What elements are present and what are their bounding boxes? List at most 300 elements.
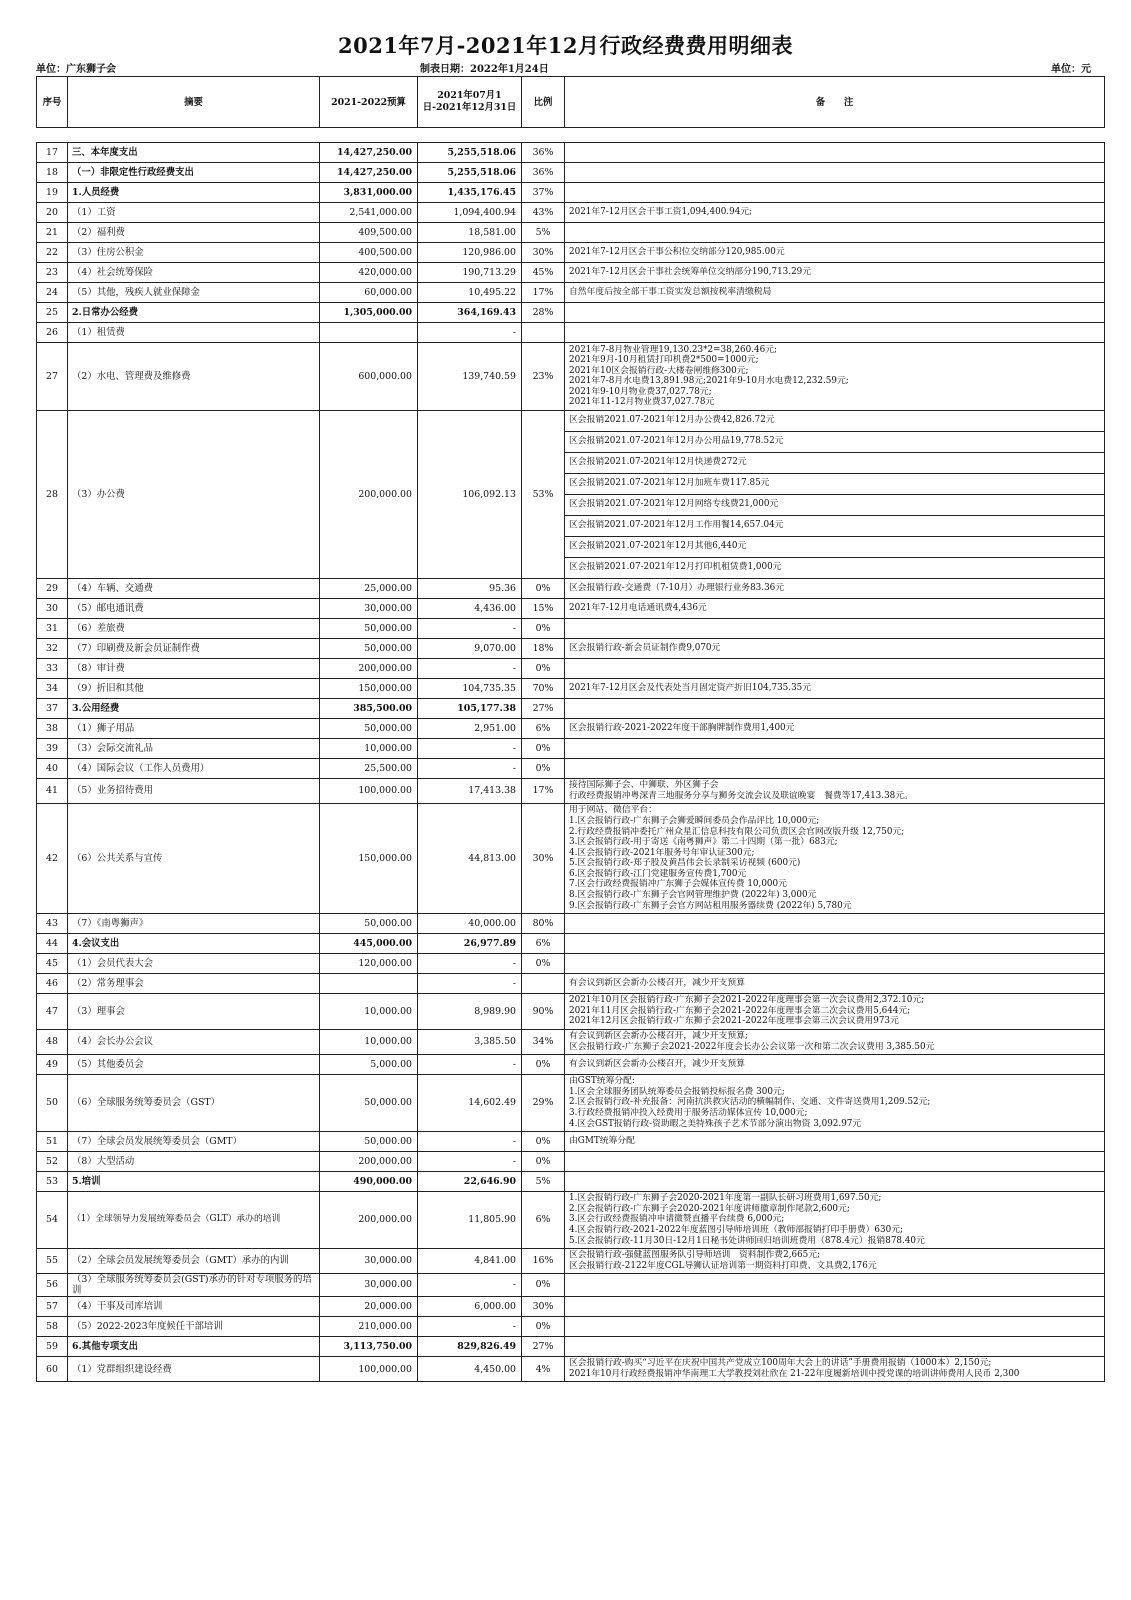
row-actual: 3,385.50 bbox=[418, 1029, 522, 1054]
row-seq: 22 bbox=[37, 243, 68, 263]
row-budget: 445,000.00 bbox=[320, 933, 418, 953]
remark-line: 5.区会报销行政-11月30日-12月1日秘书处讲师回归培训班费用（878.4元）报销878.40元 bbox=[569, 1235, 925, 1246]
table-row bbox=[37, 143, 1105, 163]
row-summary: （3）全球服务统筹委员会(GST)承办的针对专项服务的培训 bbox=[68, 1273, 320, 1296]
row-budget: 50,000.00 bbox=[320, 1131, 418, 1151]
table-row bbox=[37, 303, 1105, 323]
row-summary: （2）福利费 bbox=[68, 223, 320, 243]
row-ratio: 6% bbox=[522, 1191, 565, 1248]
document-title: 2021年7月-2021年12月行政经费费用明细表 bbox=[338, 33, 793, 58]
row-remark bbox=[565, 343, 1105, 411]
row-actual: 105,177.38 bbox=[418, 698, 522, 718]
row-remark bbox=[565, 618, 1105, 638]
row-actual: 44,813.00 bbox=[418, 803, 522, 913]
remark-line: 2021年7-12月电话通讯费4,436元 bbox=[569, 602, 707, 613]
row-remark bbox=[565, 1191, 1105, 1248]
row-seq: 47 bbox=[37, 993, 68, 1029]
row-ratio: 29% bbox=[522, 1074, 565, 1131]
row-budget: 60,000.00 bbox=[320, 283, 418, 303]
row-budget: 14,427,250.00 bbox=[320, 143, 418, 163]
table-row bbox=[37, 803, 1105, 913]
row-budget bbox=[320, 323, 418, 343]
row-actual: - bbox=[418, 1273, 522, 1296]
remark-line: 4.区会GST报销行政-资助暇之美特殊孩子艺术节部分演出物资 3,092.97元 bbox=[569, 1118, 862, 1129]
row-actual: 14,602.49 bbox=[418, 1074, 522, 1131]
row-summary: （6）差旅费 bbox=[68, 618, 320, 638]
row-remark bbox=[565, 1316, 1105, 1336]
remark-line: 2021年10月行政经费报销冲华南理工大学教授刘社欣在 21-22年度履新培训中授党课的培训讲师费用人民币 2,300 bbox=[569, 1369, 1020, 1380]
remark-line: 1.区会报销行政-广东狮子会2020-2021年度第一副队长研习班费用1,697.50元; bbox=[569, 1193, 882, 1204]
row-seq: 58 bbox=[37, 1316, 68, 1336]
row-seq: 20 bbox=[37, 203, 68, 223]
row-actual: 22,646.90 bbox=[418, 1171, 522, 1191]
row-seq: 33 bbox=[37, 658, 68, 678]
remark-line: 区会报销行政-2021-2022年度干部胸牌制作费用1,400元 bbox=[569, 722, 795, 733]
row-remark bbox=[565, 1151, 1105, 1171]
remark-line: 区会报销行政-2122年度CGL导狮认证培训第一期资料打印费、文具费2,176元 bbox=[569, 1260, 877, 1271]
row-seq: 46 bbox=[37, 973, 68, 993]
row-ratio: 0% bbox=[522, 953, 565, 973]
remark-line: 2021年12月区会报销行政-广东狮子会2021-2022年度理事会第三次会议费用973元 bbox=[569, 1016, 899, 1027]
row-seq: 49 bbox=[37, 1054, 68, 1074]
row-summary: （7）印刷费及新会员证制作费 bbox=[68, 638, 320, 658]
row-actual: 104,735.35 bbox=[418, 678, 522, 698]
row-actual: 10,495.22 bbox=[418, 283, 522, 303]
row-summary: （2）常务理事会 bbox=[68, 973, 320, 993]
row-seq: 26 bbox=[37, 323, 68, 343]
row-summary: （3）住房公积金 bbox=[68, 243, 320, 263]
row-actual: - bbox=[418, 1316, 522, 1336]
row-seq: 56 bbox=[37, 1273, 68, 1296]
row-summary: （1）租赁费 bbox=[68, 323, 320, 343]
row-budget: 25,500.00 bbox=[320, 758, 418, 778]
row-budget: 10,000.00 bbox=[320, 1029, 418, 1054]
row-remark bbox=[565, 263, 1105, 283]
row-remark bbox=[565, 243, 1105, 263]
remark-line: 3.区会行政经费报销冲申请微赞直播平台续费 6,000元; bbox=[569, 1214, 785, 1225]
table-row bbox=[37, 1356, 1105, 1381]
row-budget: 100,000.00 bbox=[320, 778, 418, 803]
row-summary: （1）党群组织建设经费 bbox=[68, 1356, 320, 1381]
row-seq: 28 bbox=[37, 410, 68, 578]
row-seq: 17 bbox=[37, 143, 68, 163]
row-budget: 409,500.00 bbox=[320, 223, 418, 243]
row-summary: （4）社会统筹保险 bbox=[68, 263, 320, 283]
remark-line: 区会报销行政-新会员证制作费9,070元 bbox=[569, 642, 721, 653]
row-summary: （6）全球服务统筹委员会（GST） bbox=[68, 1074, 320, 1131]
table-row bbox=[37, 1296, 1105, 1316]
table-row bbox=[37, 1248, 1105, 1273]
row-seq: 25 bbox=[37, 303, 68, 323]
table-row bbox=[37, 163, 1105, 183]
row-budget: 50,000.00 bbox=[320, 638, 418, 658]
row-actual: 18,581.00 bbox=[418, 223, 522, 243]
table-row bbox=[37, 1131, 1105, 1151]
row-remark bbox=[565, 1356, 1105, 1381]
row-budget: 3,831,000.00 bbox=[320, 183, 418, 203]
row-ratio: 0% bbox=[522, 738, 565, 758]
row-actual: 4,450.00 bbox=[418, 1356, 522, 1381]
row-seq: 39 bbox=[37, 738, 68, 758]
row-summary: （3）理事会 bbox=[68, 993, 320, 1029]
row-remark bbox=[565, 410, 1105, 578]
row-remark bbox=[565, 1296, 1105, 1316]
row-actual: 6,000.00 bbox=[418, 1296, 522, 1316]
row-actual: 1,435,176.45 bbox=[418, 183, 522, 203]
row-actual: 106,092.13 bbox=[418, 410, 522, 578]
row-actual: - bbox=[418, 1131, 522, 1151]
row-summary: 1.人员经费 bbox=[68, 183, 320, 203]
header-budget: 2021-2022预算 bbox=[320, 77, 418, 128]
row-actual: 95.36 bbox=[418, 578, 522, 598]
remark-line: 有会议到新区会新办公楼召开，减少开支预算; bbox=[569, 1031, 748, 1042]
row-actual: - bbox=[418, 1054, 522, 1074]
row-budget: 600,000.00 bbox=[320, 343, 418, 411]
remark-line: 接待国际狮子会、中狮联、外区狮子会 bbox=[569, 780, 719, 791]
row-ratio bbox=[522, 973, 565, 993]
row-budget: 100,000.00 bbox=[320, 1356, 418, 1381]
row-seq: 55 bbox=[37, 1248, 68, 1273]
header-actual: 2021年07月1日-2021年12月31日 bbox=[418, 77, 522, 128]
remark-line: 由GST统筹分配: bbox=[569, 1076, 635, 1087]
row-actual: 364,169.43 bbox=[418, 303, 522, 323]
row-summary: （2）水电、管理费及维修费 bbox=[68, 343, 320, 411]
row-budget: 25,000.00 bbox=[320, 578, 418, 598]
row-budget: 200,000.00 bbox=[320, 1151, 418, 1171]
row-actual: - bbox=[418, 738, 522, 758]
row-budget: 210,000.00 bbox=[320, 1316, 418, 1336]
table-row bbox=[37, 243, 1105, 263]
table-row bbox=[37, 1151, 1105, 1171]
row-summary: 3.公用经费 bbox=[68, 698, 320, 718]
row-budget: 150,000.00 bbox=[320, 803, 418, 913]
remark-line: 4.区会报销行政-2021-2022年度蓝图引导师培训班（教师部报销打印手册费）630元; bbox=[569, 1225, 903, 1236]
remark-line: 区会报销2021.07-2021年12月加班车费117.85元 bbox=[565, 474, 1104, 495]
remark-line: 7.区会行政经费报销冲广东狮子会媒体宣传费 10,000元 bbox=[569, 879, 787, 890]
row-budget: 2,541,000.00 bbox=[320, 203, 418, 223]
row-seq: 52 bbox=[37, 1151, 68, 1171]
remark-line: 区会报销2021.07-2021年12月打印机租赁费1,000元 bbox=[569, 562, 782, 573]
row-ratio: 70% bbox=[522, 678, 565, 698]
remark-line: 区会报销2021.07-2021年12月办公用品19,778.52元 bbox=[565, 432, 1104, 453]
row-budget: 5,000.00 bbox=[320, 1054, 418, 1074]
row-remark bbox=[565, 973, 1105, 993]
remark-line: 2.区会报销行政-补充报备：河南抗洪救灾活动的横幅制作、交通、文件寄送费用1,209.52元; bbox=[569, 1097, 931, 1108]
row-summary: （5）2022-2023年度候任干部培训 bbox=[68, 1316, 320, 1336]
row-remark bbox=[565, 303, 1105, 323]
row-seq: 48 bbox=[37, 1029, 68, 1054]
table-row bbox=[37, 183, 1105, 203]
row-actual: - bbox=[418, 323, 522, 343]
remark-line: 区会报销2021.07-2021年12月网络专线费21,000元 bbox=[565, 495, 1104, 516]
row-seq: 21 bbox=[37, 223, 68, 243]
row-summary: （3）办公费 bbox=[68, 410, 320, 578]
row-summary: （7）全球会员发展统筹委员会（GMT） bbox=[68, 1131, 320, 1151]
row-actual: - bbox=[418, 618, 522, 638]
table-row bbox=[37, 1316, 1105, 1336]
row-summary: （9）折旧和其他 bbox=[68, 678, 320, 698]
row-remark bbox=[565, 953, 1105, 973]
row-ratio: 0% bbox=[522, 618, 565, 638]
row-summary: （5）业务招待费用 bbox=[68, 778, 320, 803]
row-seq: 19 bbox=[37, 183, 68, 203]
row-remark bbox=[565, 323, 1105, 343]
row-seq: 31 bbox=[37, 618, 68, 638]
row-ratio: 0% bbox=[522, 658, 565, 678]
row-summary: （5）邮电通讯费 bbox=[68, 598, 320, 618]
row-ratio: 53% bbox=[522, 410, 565, 578]
row-budget: 10,000.00 bbox=[320, 993, 418, 1029]
row-ratio: 15% bbox=[522, 598, 565, 618]
row-remark bbox=[565, 803, 1105, 913]
row-ratio: 37% bbox=[522, 183, 565, 203]
row-seq: 37 bbox=[37, 698, 68, 718]
row-budget: 50,000.00 bbox=[320, 913, 418, 933]
table-row bbox=[37, 718, 1105, 738]
row-budget bbox=[320, 973, 418, 993]
row-seq: 18 bbox=[37, 163, 68, 183]
row-budget: 150,000.00 bbox=[320, 678, 418, 698]
remark-line: 2021年10月区会报销行政-广东狮子会2021-2022年度理事会第一次会议费用2,372.10元; bbox=[569, 995, 925, 1006]
row-budget: 200,000.00 bbox=[320, 658, 418, 678]
table-row bbox=[37, 343, 1105, 411]
row-ratio: 0% bbox=[522, 1054, 565, 1074]
row-ratio: 30% bbox=[522, 243, 565, 263]
table-row bbox=[37, 678, 1105, 698]
row-budget: 385,500.00 bbox=[320, 698, 418, 718]
row-actual: 139,740.59 bbox=[418, 343, 522, 411]
table-row bbox=[37, 953, 1105, 973]
row-remark bbox=[565, 698, 1105, 718]
remark-line: 4.区会报销行政-2021年服务号年审认证300元; bbox=[569, 847, 755, 858]
row-actual: 4,841.00 bbox=[418, 1248, 522, 1273]
row-remark bbox=[565, 578, 1105, 598]
row-summary: （1）全球领导力发展统筹委员会（GLT）承办的培训 bbox=[68, 1191, 320, 1248]
row-ratio: 0% bbox=[522, 1316, 565, 1336]
table-row bbox=[37, 1171, 1105, 1191]
row-remark bbox=[565, 638, 1105, 658]
row-seq: 41 bbox=[37, 778, 68, 803]
row-ratio: 18% bbox=[522, 638, 565, 658]
row-budget: 490,000.00 bbox=[320, 1171, 418, 1191]
table-row bbox=[37, 283, 1105, 303]
remark-line: 区会报销2021.07-2021年12月其他6,440元 bbox=[565, 537, 1104, 558]
row-ratio: 36% bbox=[522, 163, 565, 183]
row-budget: 200,000.00 bbox=[320, 1191, 418, 1248]
row-remark bbox=[565, 1074, 1105, 1131]
row-actual: - bbox=[418, 1151, 522, 1171]
row-summary: 4.会议支出 bbox=[68, 933, 320, 953]
table-row bbox=[37, 323, 1105, 343]
remark-line: 2021年11月区会报销行政-广东狮子会2021-2022年度理事会第二次会议费用5,644元; bbox=[569, 1005, 911, 1016]
row-summary: （4）会长办公会议 bbox=[68, 1029, 320, 1054]
row-remark bbox=[565, 933, 1105, 953]
expense-table bbox=[36, 76, 1105, 1382]
row-seq: 23 bbox=[37, 263, 68, 283]
row-ratio: 0% bbox=[522, 578, 565, 598]
row-budget: 20,000.00 bbox=[320, 1296, 418, 1316]
row-summary: （3）会际交流礼品 bbox=[68, 738, 320, 758]
row-budget: 30,000.00 bbox=[320, 1248, 418, 1273]
remark-line: 9.区会报销行政-广东狮子会官方网站租用服务器续费 (2022年) 5,780元 bbox=[569, 900, 852, 911]
row-seq: 54 bbox=[37, 1191, 68, 1248]
header-remark: 备 注 bbox=[565, 77, 1105, 128]
row-remark bbox=[565, 183, 1105, 203]
table-header-row bbox=[37, 77, 1105, 128]
table-row bbox=[37, 263, 1105, 283]
row-summary: 2.日常办公经费 bbox=[68, 303, 320, 323]
row-remark bbox=[565, 718, 1105, 738]
row-ratio: 0% bbox=[522, 1151, 565, 1171]
row-budget: 14,427,250.00 bbox=[320, 163, 418, 183]
row-remark bbox=[565, 223, 1105, 243]
remark-line: 区会报销行政-广东狮子会2021-2022年度会长办公会议第一次和第二次会议费用 3,385.50元 bbox=[569, 1041, 935, 1052]
row-actual: 9,070.00 bbox=[418, 638, 522, 658]
remark-line: 2021年11-12月物业费37,027.78元 bbox=[569, 397, 715, 408]
row-seq: 30 bbox=[37, 598, 68, 618]
remark-line: 由GMT统筹分配 bbox=[569, 1135, 635, 1146]
row-budget: 50,000.00 bbox=[320, 618, 418, 638]
row-ratio: 0% bbox=[522, 1131, 565, 1151]
row-remark bbox=[565, 758, 1105, 778]
remark-line: 区会报销行政-交通费（7-10月）办理银行业务83.36元 bbox=[569, 582, 785, 593]
row-budget: 120,000.00 bbox=[320, 953, 418, 973]
remark-line: 1.区会报销行政-广东狮子会狮爱瞬间委员会作品评比 10,000元; bbox=[569, 815, 820, 826]
row-summary: 三、本年度支出 bbox=[68, 143, 320, 163]
header-summary: 摘要 bbox=[68, 77, 320, 128]
table-row bbox=[37, 758, 1105, 778]
row-remark bbox=[565, 1054, 1105, 1074]
row-ratio bbox=[522, 323, 565, 343]
remark-line: 2021年7-8月物业管理19,130.23*2=38,260.46元; bbox=[569, 344, 778, 355]
row-seq: 60 bbox=[37, 1356, 68, 1381]
table-row bbox=[37, 913, 1105, 933]
row-ratio: 6% bbox=[522, 718, 565, 738]
row-budget: 30,000.00 bbox=[320, 598, 418, 618]
row-remark bbox=[565, 738, 1105, 758]
remark-line: 3.区会报销行政-用于寄送《南粤狮声》第二十四期（第一批）683元; bbox=[569, 837, 838, 848]
remark-line: 区会报销2021.07-2021年12月办公费42,826.72元 bbox=[565, 411, 1104, 432]
row-actual: 190,713.29 bbox=[418, 263, 522, 283]
header-ratio: 比例 bbox=[522, 77, 565, 128]
remark-line: 自然年度后按全部干事工资实发总额按税率清缴税局 bbox=[569, 287, 772, 298]
row-ratio: 30% bbox=[522, 803, 565, 913]
row-budget: 1,305,000.00 bbox=[320, 303, 418, 323]
unit-organization: 单位：广东狮子会 bbox=[36, 64, 116, 75]
row-actual: 40,000.00 bbox=[418, 913, 522, 933]
remark-line: 2021年10区会报销行政-大楼卷闸维修300元; bbox=[569, 365, 749, 376]
row-seq: 24 bbox=[37, 283, 68, 303]
table-row bbox=[37, 1336, 1105, 1356]
row-seq: 27 bbox=[37, 343, 68, 411]
row-actual: - bbox=[418, 658, 522, 678]
row-remark bbox=[565, 1248, 1105, 1273]
table-row bbox=[37, 1191, 1105, 1248]
table-row bbox=[37, 993, 1105, 1029]
row-summary: （一）非限定性行政经费支出 bbox=[68, 163, 320, 183]
row-seq: 57 bbox=[37, 1296, 68, 1316]
row-actual: 8,989.90 bbox=[418, 993, 522, 1029]
remark-line: 行政经费报销冲粤深青三地服务分享与狮务交流会议及联谊晚宴 餐费等17,413.38元。 bbox=[569, 790, 913, 801]
remark-line: 2021年7-12月区会干事公积位交纳部分120,985.00元 bbox=[569, 247, 785, 258]
row-actual: 26,977.89 bbox=[418, 933, 522, 953]
row-ratio: 90% bbox=[522, 993, 565, 1029]
table-row bbox=[37, 778, 1105, 803]
row-actual: - bbox=[418, 973, 522, 993]
table-row bbox=[37, 1054, 1105, 1074]
row-summary: （6）公共关系与宣传 bbox=[68, 803, 320, 913]
table-row bbox=[37, 578, 1105, 598]
table-row bbox=[37, 203, 1105, 223]
remark-line: 2021年7-12月区会及代表处当月固定资产折旧104,735.35元 bbox=[569, 682, 812, 693]
row-budget: 420,000.00 bbox=[320, 263, 418, 283]
remark-line: 5.区会报销行政-郑子股及黄昌伟会长录制采访视频 (600元) bbox=[569, 858, 801, 869]
made-date: 制表日期：2022年1月24日 bbox=[420, 64, 549, 75]
row-summary: （2）全球会员发展统筹委员会（GMT）承办的内训 bbox=[68, 1248, 320, 1273]
row-summary: （8）审计费 bbox=[68, 658, 320, 678]
row-seq: 34 bbox=[37, 678, 68, 698]
table-row bbox=[37, 223, 1105, 243]
remark-line: 6.区会报销行政-江门党建服务宣传费1,700元 bbox=[569, 868, 747, 879]
remark-line: 2021年7-12月区会干事工资1,094,400.94元; bbox=[569, 207, 753, 218]
row-summary: （1）工资 bbox=[68, 203, 320, 223]
row-actual: 2,951.00 bbox=[418, 718, 522, 738]
remark-line: 有会议到新区会新办公楼召开，减少开支预算 bbox=[569, 1058, 745, 1069]
row-ratio: 30% bbox=[522, 1296, 565, 1316]
row-remark bbox=[565, 778, 1105, 803]
row-remark bbox=[565, 598, 1105, 618]
remark-line: 2.区会报销行政-广东狮子会2020-2021年度讲师徽章制作尾款2,600元; bbox=[569, 1203, 850, 1214]
remark-line: 有会议到新区会新办公楼召开，减少开支预算 bbox=[569, 977, 745, 988]
table-row bbox=[37, 658, 1105, 678]
row-seq: 51 bbox=[37, 1131, 68, 1151]
row-ratio: 17% bbox=[522, 283, 565, 303]
row-budget: 200,000.00 bbox=[320, 410, 418, 578]
row-actual: 5,255,518.06 bbox=[418, 163, 522, 183]
row-ratio: 80% bbox=[522, 913, 565, 933]
row-budget: 50,000.00 bbox=[320, 718, 418, 738]
table-row bbox=[37, 618, 1105, 638]
row-seq: 53 bbox=[37, 1171, 68, 1191]
table-row bbox=[37, 973, 1105, 993]
table-row bbox=[37, 1273, 1105, 1296]
row-remark bbox=[565, 283, 1105, 303]
row-seq: 42 bbox=[37, 803, 68, 913]
row-seq: 59 bbox=[37, 1336, 68, 1356]
table-row bbox=[37, 410, 1105, 578]
remark-line: 2.行政经费报销冲委托广州众星汇信息科技有限公司负责区会官网改版升级 12,750元; bbox=[569, 826, 905, 837]
row-ratio: 43% bbox=[522, 203, 565, 223]
remark-line: 2021年9月-10月租赁打印机费2*500=1000元; bbox=[569, 355, 759, 366]
header-seq: 序号 bbox=[37, 77, 68, 128]
remark-line: 2021年7-12月区会干事社会统筹单位交纳部分190,713.29元 bbox=[569, 267, 812, 278]
row-seq: 44 bbox=[37, 933, 68, 953]
row-ratio: 5% bbox=[522, 1171, 565, 1191]
row-summary: （7）《南粤狮声》 bbox=[68, 913, 320, 933]
row-actual: - bbox=[418, 953, 522, 973]
row-seq: 38 bbox=[37, 718, 68, 738]
row-remark bbox=[565, 163, 1105, 183]
row-ratio: 6% bbox=[522, 933, 565, 953]
row-seq: 40 bbox=[37, 758, 68, 778]
row-ratio: 5% bbox=[522, 223, 565, 243]
row-ratio: 27% bbox=[522, 1336, 565, 1356]
row-actual: 11,805.90 bbox=[418, 1191, 522, 1248]
row-remark bbox=[565, 993, 1105, 1029]
remark-line: 3.行政经费报销冲投入经费用于服务活动媒体宣传 10,000元; bbox=[569, 1108, 808, 1119]
row-summary: （8）大型活动 bbox=[68, 1151, 320, 1171]
row-remark bbox=[565, 678, 1105, 698]
